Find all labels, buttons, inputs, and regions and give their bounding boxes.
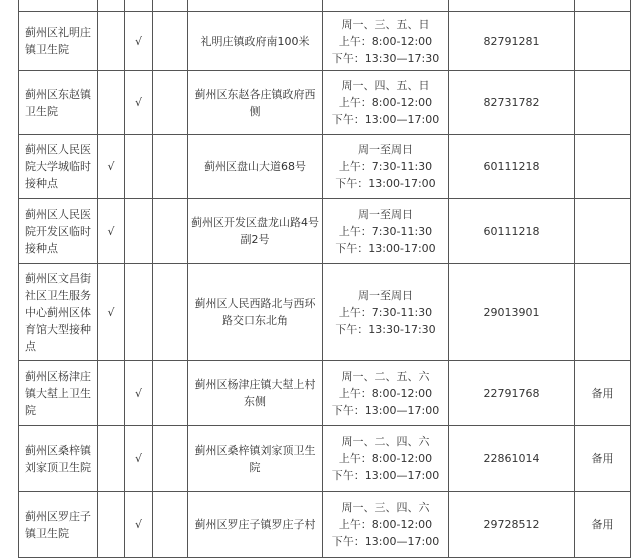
site-name: 蓟州区杨津庄镇大堼上卫生院 <box>19 361 98 426</box>
site-name: 蓟州区人民医院大学城临时接种点 <box>19 135 98 199</box>
hours-am: 上午：7:30-11:30 <box>338 160 433 173</box>
check-cell-a <box>98 12 125 71</box>
site-address: 礼明庄镇政府南100米 <box>188 12 323 71</box>
check-cell-a <box>98 492 125 558</box>
check-cell-a: √ <box>98 264 125 361</box>
blank-cell <box>153 71 188 135</box>
check-cell-a <box>98 361 125 426</box>
site-phone: 22861014 <box>449 426 575 492</box>
site-phone: 22791768 <box>449 361 575 426</box>
table-row <box>19 71 631 135</box>
site-note <box>575 264 631 361</box>
site-address: 蓟州区罗庄子镇罗庄子村 <box>188 492 323 558</box>
hours-pm: 下午：13:00-17:00 <box>335 177 436 190</box>
site-hours <box>323 426 449 492</box>
hours-pm: 下午：13:00—17:00 <box>331 535 440 548</box>
site-note <box>575 135 631 199</box>
hours-days: 周一、二、四、六 <box>341 435 430 448</box>
site-hours <box>323 135 449 199</box>
site-phone: 29013901 <box>449 264 575 361</box>
site-phone: 29728512 <box>449 492 575 558</box>
site-phone: 82731782 <box>449 71 575 135</box>
site-name: 蓟州区桑梓镇刘家顶卫生院 <box>19 426 98 492</box>
site-phone: 60111218 <box>449 199 575 264</box>
blank-cell <box>153 199 188 264</box>
site-name: 蓟州区文昌街社区卫生服务中心蓟州区体育馆大型接种点 <box>19 264 98 361</box>
site-name: 蓟州区罗庄子镇卫生院 <box>19 492 98 558</box>
site-note <box>575 12 631 71</box>
site-address: 蓟州区桑梓镇刘家顶卫生院 <box>188 426 323 492</box>
vaccination-sites-table <box>18 0 631 558</box>
check-cell-b: √ <box>125 426 153 492</box>
site-hours <box>323 264 449 361</box>
site-phone: 60111218 <box>449 135 575 199</box>
site-address: 蓟州区东赵各庄镇政府西侧 <box>188 71 323 135</box>
hours-pm: 下午：13:30—17:30 <box>331 51 440 65</box>
site-address: 蓟州区盘山大道68号 <box>188 135 323 199</box>
site-note <box>575 199 631 264</box>
blank-cell <box>153 12 188 71</box>
table-row <box>19 135 631 199</box>
hours-am: 上午：7:30-11:30 <box>338 224 433 238</box>
site-hours <box>323 71 449 135</box>
check-cell-a: √ <box>98 135 125 199</box>
site-note: 备用 <box>575 361 631 426</box>
hours-am: 上午：8:00-12:00 <box>338 96 433 109</box>
hours-days: 周一、四、五、日 <box>341 79 430 92</box>
site-address: 蓟州区杨津庄镇大堼上村东侧 <box>188 361 323 426</box>
hours-am: 上午：8:00-12:00 <box>338 452 433 465</box>
hours-pm: 下午：13:00—17:00 <box>331 469 440 482</box>
hours-days: 周一、二、五、六 <box>341 369 430 383</box>
table-row <box>19 199 631 264</box>
hours-pm: 下午：13:00—17:00 <box>331 403 440 417</box>
table-row-partial <box>19 0 631 12</box>
blank-cell <box>153 492 188 558</box>
site-hours <box>323 361 449 426</box>
table-row <box>19 264 631 361</box>
hours-am: 上午：8:00-12:00 <box>338 34 433 48</box>
blank-cell <box>153 264 188 361</box>
check-cell-a <box>98 426 125 492</box>
table-row <box>19 12 631 71</box>
hours-pm: 下午：13:30-17:30 <box>335 322 436 336</box>
check-cell-a: √ <box>98 199 125 264</box>
site-address: 蓟州区开发区盘龙山路4号副2号 <box>188 199 323 264</box>
check-cell-b <box>125 264 153 361</box>
check-cell-b: √ <box>125 361 153 426</box>
hours-pm: 下午：13:00—17:00 <box>331 113 440 126</box>
hours-days: 周一、三、四、六 <box>341 501 430 514</box>
site-hours <box>323 12 449 71</box>
hours-am: 上午：8:00-12:00 <box>338 386 433 400</box>
check-cell-b <box>125 199 153 264</box>
blank-cell <box>153 361 188 426</box>
site-address: 蓟州区人民西路北与西环路交口东北角 <box>188 264 323 361</box>
site-name: 蓟州区礼明庄镇卫生院 <box>19 12 98 71</box>
site-name: 蓟州区人民医院开发区临时接种点 <box>19 199 98 264</box>
hours-days: 周一至周日 <box>358 288 413 302</box>
table-row <box>19 426 631 492</box>
hours-days: 周一至周日 <box>358 143 413 156</box>
check-cell-b <box>125 135 153 199</box>
site-note: 备用 <box>575 426 631 492</box>
site-name: 蓟州区东赵镇卫生院 <box>19 71 98 135</box>
check-cell-b: √ <box>125 492 153 558</box>
hours-am: 上午：7:30-11:30 <box>338 305 433 319</box>
site-note: 备用 <box>575 492 631 558</box>
site-phone: 82791281 <box>449 12 575 71</box>
site-note <box>575 71 631 135</box>
blank-cell <box>153 135 188 199</box>
hours-pm: 下午：13:00-17:00 <box>335 241 436 255</box>
site-hours <box>323 492 449 558</box>
table-row <box>19 361 631 426</box>
check-cell-a <box>98 71 125 135</box>
hours-am: 上午：8:00-12:00 <box>338 518 433 531</box>
table-row <box>19 492 631 558</box>
blank-cell <box>153 426 188 492</box>
check-cell-b: √ <box>125 71 153 135</box>
hours-days: 周一、三、五、日 <box>341 17 430 31</box>
check-cell-b: √ <box>125 12 153 71</box>
hours-days: 周一至周日 <box>358 207 413 221</box>
site-hours <box>323 199 449 264</box>
